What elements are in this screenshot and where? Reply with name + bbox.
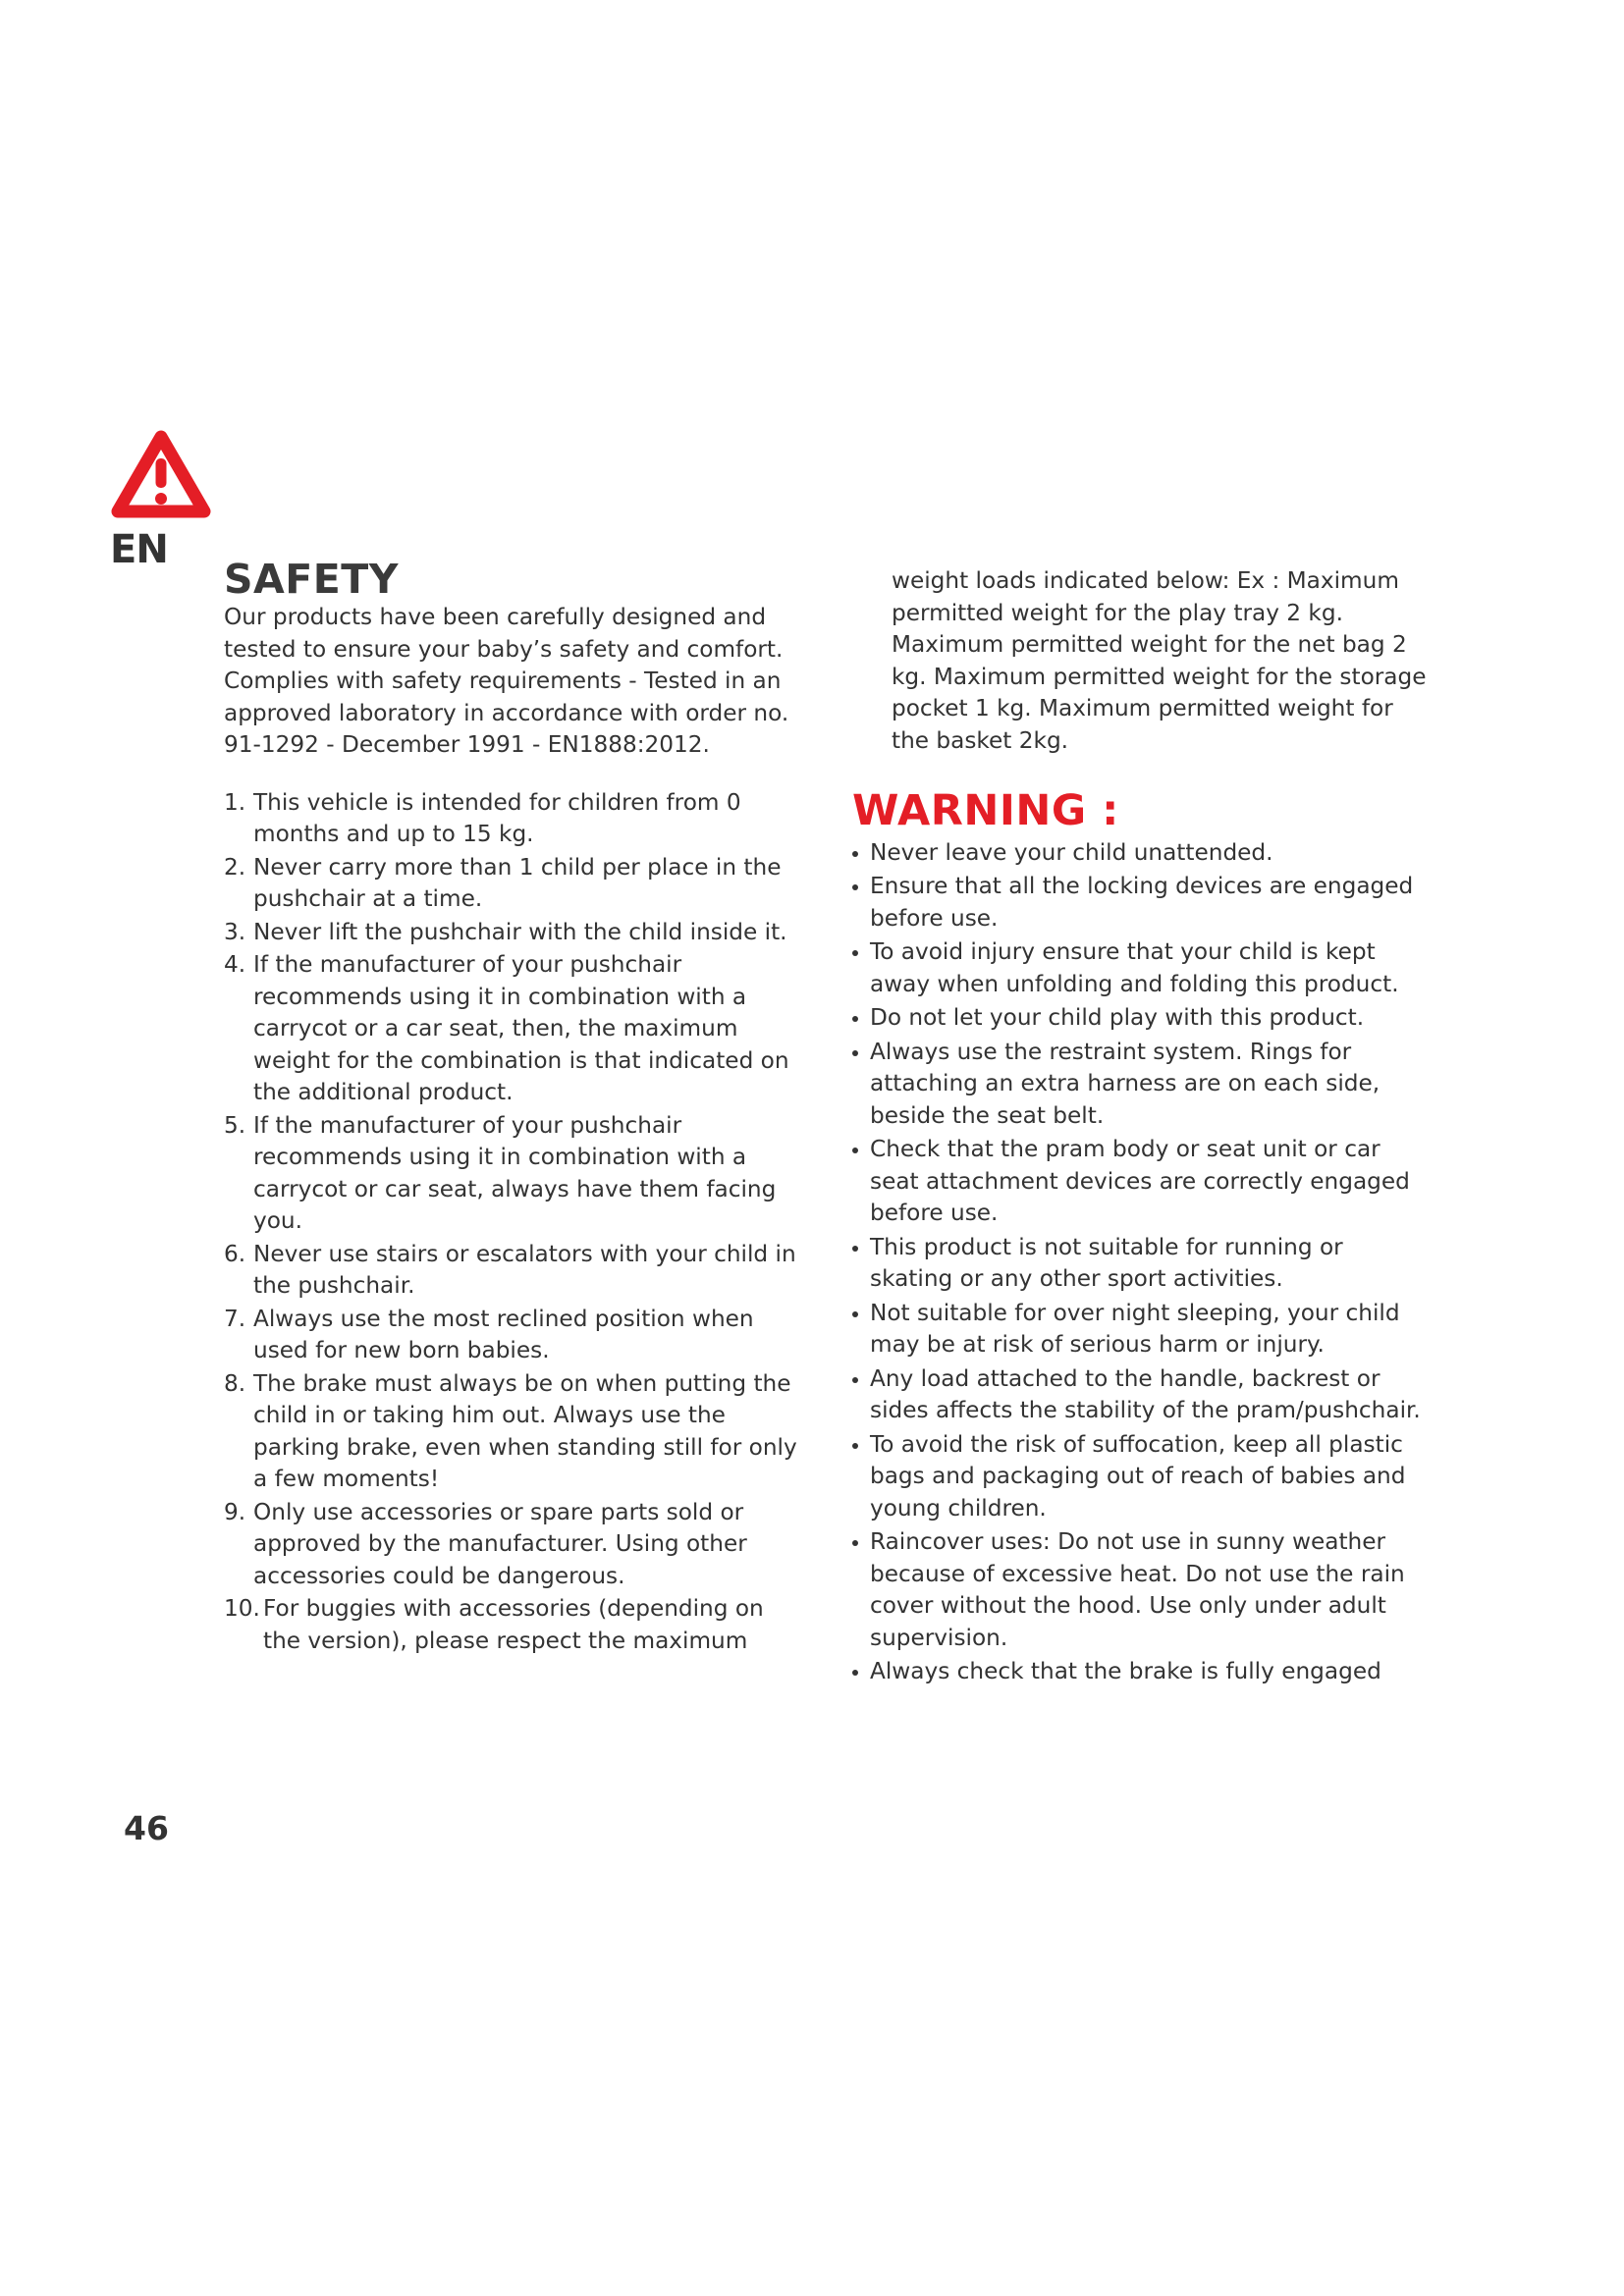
item-text: Never lift the pushchair with the child inside it. [253,918,787,945]
warning-triangle-icon [108,427,214,525]
item-number: 4. [224,951,246,979]
safety-title: SAFETY [224,556,399,603]
warning-title: WARNING : [852,786,1119,835]
safety-list [224,787,805,1658]
item-number: 9. [224,1498,246,1525]
item-text: Only use accessories or spare parts sold or approved by the manufacturer. Using other accessories could be dangerous. [253,1498,747,1589]
list-item: Always check that the brake is fully engaged [852,1656,1432,1688]
item-text: The brake must always be on when putting the child in or taking him out. Always use the parking brake, even when standing still for only a few moments! [253,1369,797,1493]
list-item [224,852,805,916]
language-code: EN [110,527,168,572]
item-text: For buggies with accessories (depending on the version), please respect the maximum [263,1595,764,1654]
item-number: 3. [224,918,246,945]
item-number: 10. [224,1595,260,1623]
warning-column [852,565,1432,1690]
safety-column [224,558,805,1658]
item-text: If the manufacturer of your pushchair recommends using it in combination with a carrycot or a car seat, then, the maximum weight for the combination is that indicated on the additional product. [253,951,789,1106]
item-number: 6. [224,1240,246,1267]
list-item: Do not let your child play with this product. [852,1002,1432,1035]
list-item [224,949,805,1109]
list-item: Always use the restraint system. Rings for attaching an extra harness are on each side, beside the seat belt. [852,1037,1432,1133]
list-item: Ensure that all the locking devices are engaged before use. [852,871,1432,934]
list-item: Not suitable for over night sleeping, your child may be at risk of serious harm or injury. [852,1298,1432,1362]
list-item [224,917,805,949]
list-item: To avoid the risk of suffocation, keep all plastic bags and packaging out of reach of babies and young children. [852,1429,1432,1525]
item-text: This vehicle is intended for children from 0 months and up to 15 kg. [253,788,741,848]
item-text: Never use stairs or escalators with your child in the pushchair. [253,1240,796,1300]
item-text: If the manufacturer of your pushchair recommends using it in combination with a carrycot or car seat, always have them facing you. [253,1111,777,1235]
list-item [224,1368,805,1496]
safety-intro: Our products have been carefully designed and tested to ensure your baby’s safety and comfort. Complies with safety requirements - Tested in an approved laboratory in accordance with order no. 91-1292 - December 1991 - EN1888:2012. [224,604,789,759]
list-item: Never leave your child unattended. [852,837,1432,870]
item-number: 1. [224,788,246,816]
page-number: 46 [124,1809,169,1847]
list-item [224,1239,805,1303]
item-number: 8. [224,1369,246,1397]
safety-item-continuation: weight loads indicated below: Ex : Maximum permitted weight for the play tray 2 kg. Maximum permitted weight for the net bag 2 kg. Maximum permitted weight for the storage pocket 1 kg. Maximum permitted weight for the basket 2kg. [892,567,1427,754]
item-number: 5. [224,1111,246,1139]
item-number: 2. [224,853,246,881]
list-item [224,787,805,851]
list-item: Check that the pram body or seat unit or car seat attachment devices are correctly engaged before use. [852,1134,1432,1230]
item-text: Never carry more than 1 child per place in the pushchair at a time. [253,853,782,913]
list-item [224,1593,805,1657]
list-item: Raincover uses: Do not use in sunny weather because of excessive heat. Do not use the rain cover without the hood. Use only under adult supervision. [852,1526,1432,1654]
list-item [224,1497,805,1593]
list-item [224,1304,805,1367]
item-number: 7. [224,1305,246,1332]
list-item: This product is not suitable for running or skating or any other sport activities. [852,1232,1432,1296]
list-item [224,1110,805,1238]
list-item: To avoid injury ensure that your child is kept away when unfolding and folding this product. [852,936,1432,1000]
item-text: Always use the most reclined position when used for new born babies. [253,1305,754,1364]
warning-list [852,837,1432,1688]
list-item: Any load attached to the handle, backrest or sides affects the stability of the pram/pushchair. [852,1363,1432,1427]
